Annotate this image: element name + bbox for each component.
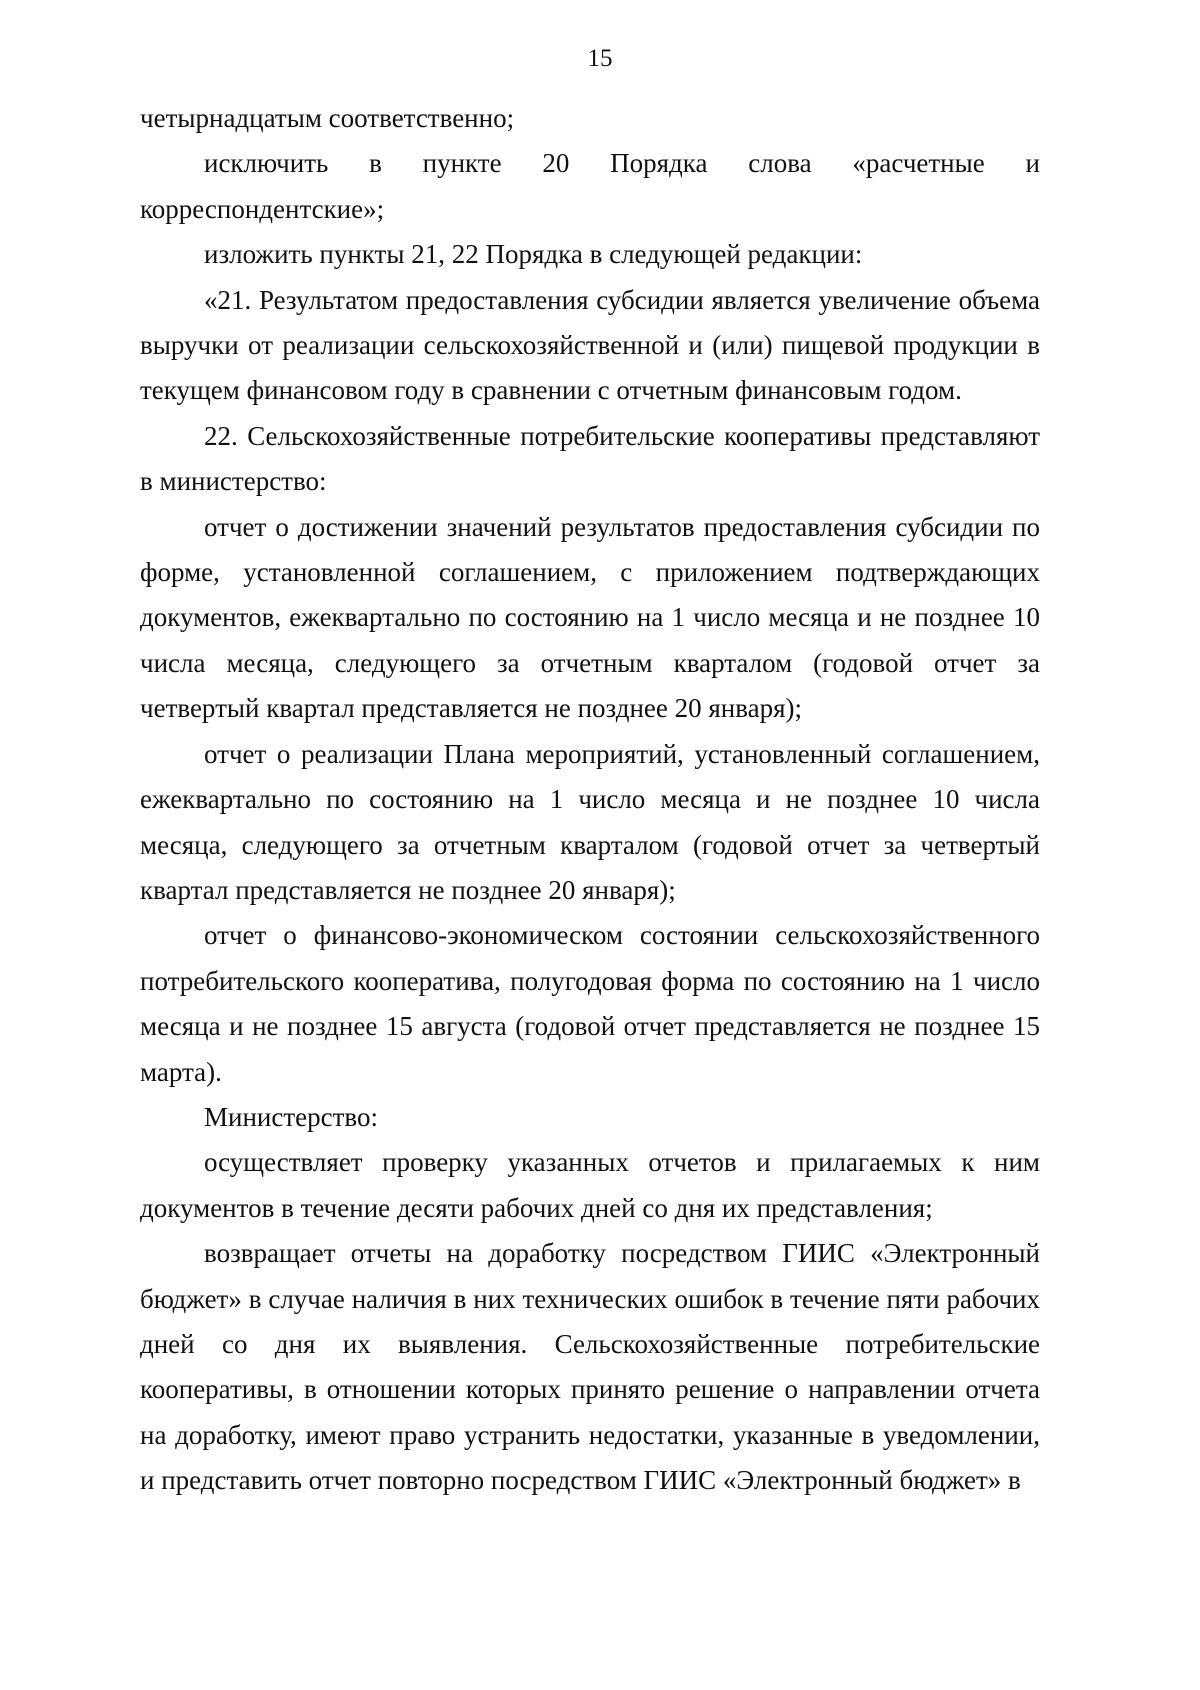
paragraph-11: возвращает отчеты на доработку посредством ГИИС «Электронный бюджет» в случае наличия в них технических ошибок в течение пяти рабочих дней со дня их выявления. Сельскохозяйственные потребительские кооперативы, в отношении которых принято решение о направлении отчета на доработку, имеют право устранить недостатки, указанные в уведомлении, и представить отчет повторно посредством ГИИС «Электронный бюджет» в (140, 1238, 1040, 1496)
paragraph-7: отчет о реализации Плана мероприятий, установленный соглашением, ежеквартально по состоянию на 1 число месяца и не позднее 10 числа месяца, следующего за отчетным кварталом (годовой отчет за четвертый квартал представляется не позднее 20 января); (140, 738, 1040, 905)
paragraph-9: Министерство: (204, 1101, 378, 1132)
document-body (140, 96, 1040, 1504)
paragraph-2: исключить в пункте 20 Порядка слова «расчетные и корреспондентские»; (140, 148, 1040, 224)
paragraph-5: 22. Сельскохозяйственные потребительские кооперативы представляют в министерство: (140, 420, 1040, 497)
page-number: 15 (587, 45, 613, 72)
paragraph-1: четырнадцатым соответственно; (140, 103, 515, 133)
paragraph-4: «21. Результатом предоставления субсидии является увеличение объема выручки от реализации сельскохозяйственной и (или) пищевой продукции в текущем финансовом году в сравнении с отчетным финансовым годом. (140, 284, 1040, 406)
paragraph-10: осуществляет проверку указанных отчетов и прилагаемых к ним документов в течение десяти рабочих дней со дня их представления; (140, 1147, 1040, 1223)
paragraph-3: изложить пункты 21, 22 Порядка в следующей редакции: (204, 239, 863, 270)
paragraph-8: отчет о финансово-экономическом состоянии сельскохозяйственного потребительского кооператива, полугодовая форма по состоянию на 1 число месяца и не позднее 15 августа (годовой отчет представляется не позднее 15 марта). (140, 920, 1040, 1087)
paragraph-6: отчет о достижении значений результатов предоставления субсидии по форме, установленной соглашением, с приложением подтверждающих документов, ежеквартально по состоянию на 1 число месяца и не позднее 10 числа месяца, следующего за отчетным кварталом (годовой отчет за четвертый квартал представляется не позднее 20 января); (140, 511, 1040, 724)
